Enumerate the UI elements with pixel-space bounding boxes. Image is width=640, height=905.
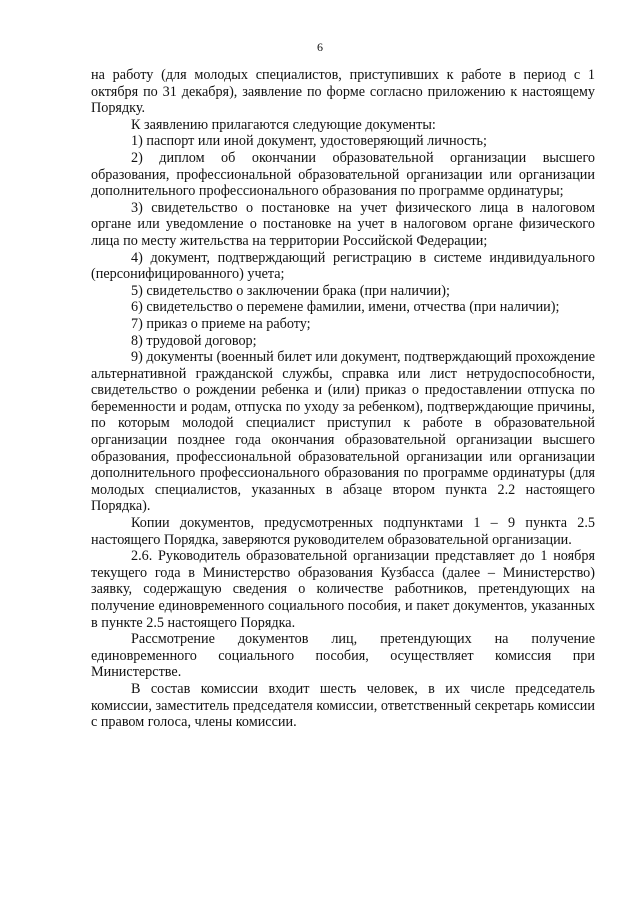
list-item: 9) документы (военный билет или документ, подтверждающий прохождение альтернативной гражданской службы, справка или лист нетрудоспособности, свидетельство о рождении ребенка и (или) приказ о предоставлении отпуска по беременности и родам, отпуска по уходу за ребенком), подтверждающие причины, по которым молодой специалист приступил к работе в образовательной организации позднее года окончания образовательной организации высшего образования, профессиональной образовательной организации или организации дополнительного профессионального образования по программе ординатуры (для молодых специалистов, указанных в абзаце втором пункта 2.2 настоящего Порядка).	[91, 349, 595, 515]
list-item: 7) приказ о приеме на работу;	[131, 315, 311, 332]
paragraph: на работу (для молодых специалистов, приступивших к работе в период с 1 октября по 31 декабря), заявление по форме согласно приложению к настоящему Порядку.	[91, 67, 595, 117]
list-item: 3) свидетельство о постановке на учет физического лица в налоговом органе или уведомление о постановке на учет в налоговом органе физического лица по месту жительства на территории Российской Федерации;	[91, 199, 595, 249]
page-number: 6	[317, 40, 323, 54]
paragraph: Рассмотрение документов лиц, претендующих на получение единовременного социального пособия, осуществляет комиссия при Министерстве.	[91, 631, 595, 681]
list-item: 1) паспорт или иной документ, удостоверяющий личность;	[131, 133, 487, 150]
paragraph: 2.6. Руководитель образовательной организации представляет до 1 ноября текущего года в Министерство образования Кузбасса (далее – Министерство) заявку, содержащую сведения о количестве работников, претендующих на получение единовременного социального пособия, и пакет документов, указанных в пункте 2.5 настоящего Порядка.	[91, 548, 595, 631]
paragraph: В состав комиссии входит шесть человек, в их числе председатель комиссии, заместитель председателя комиссии, ответственный секретарь комиссии с правом голоса, члены комиссии.	[91, 680, 595, 731]
paragraph: Копии документов, предусмотренных подпунктами 1 – 9 пункта 2.5 настоящего Порядка, заверяются руководителем образовательной организации.	[91, 515, 595, 548]
list-item: 6) свидетельство о перемене фамилии, имени, отчества (при наличии);	[131, 299, 560, 316]
list-item: 4) документ, подтверждающий регистрацию в системе индивидуального (персонифицированного) учета;	[91, 249, 595, 283]
list-item: 5) свидетельство о заключении брака (при наличии);	[131, 282, 450, 299]
document-body	[91, 67, 595, 731]
list-item: 2) диплом об окончании образовательной организации высшего образования, профессиональной образовательной организации или организации дополнительного профессионального образования по программе ординатуры;	[91, 149, 595, 200]
list-item: 8) трудовой договор;	[131, 332, 257, 349]
paragraph: К заявлению прилагаются следующие документы:	[131, 116, 436, 133]
